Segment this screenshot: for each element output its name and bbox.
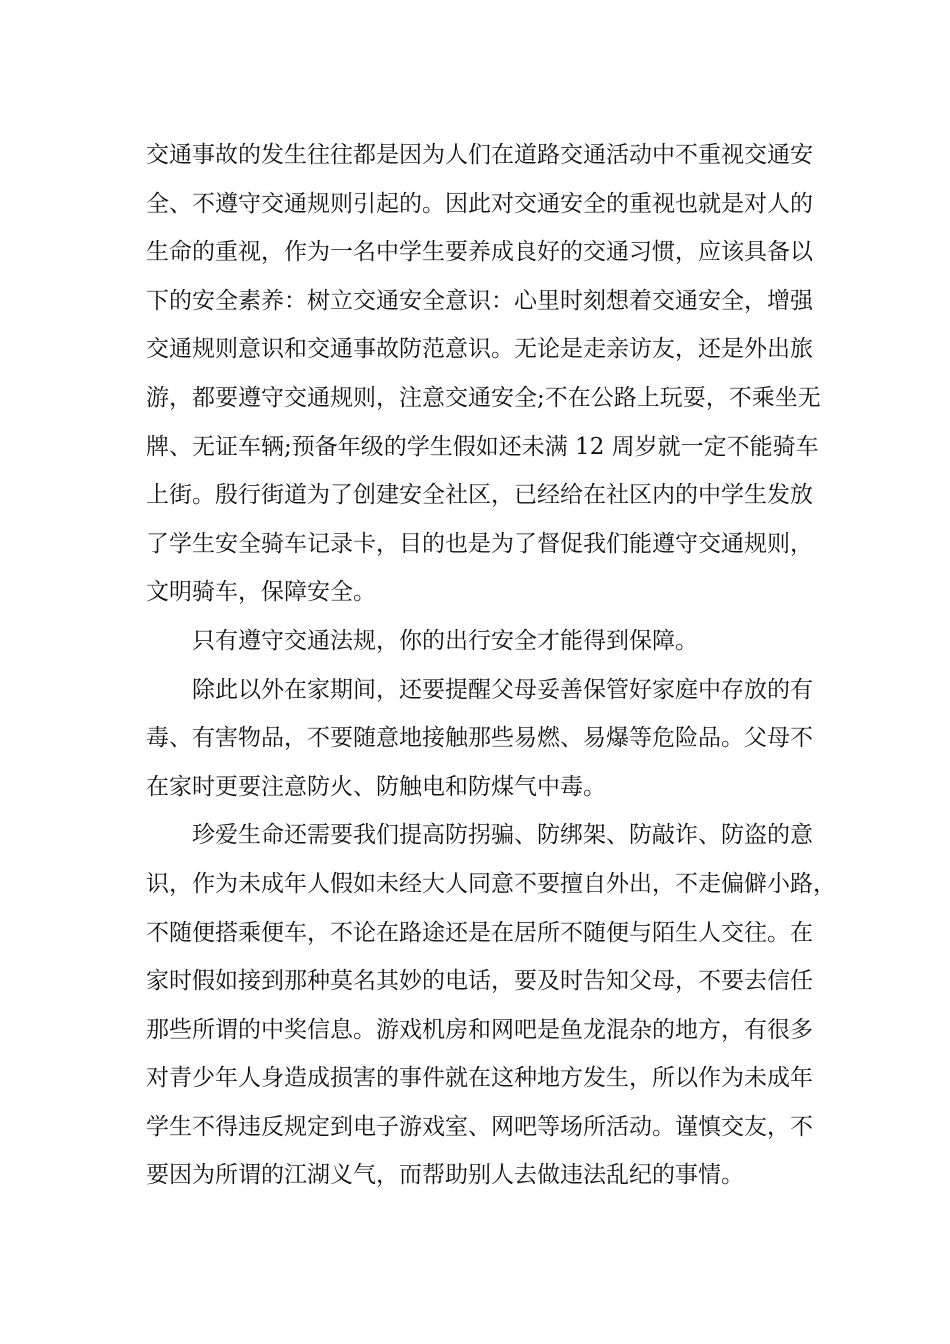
text-line: 游，都要遵守交通规则，注意交通安全;不在公路上玩耍，不乘坐无 xyxy=(146,384,821,411)
text-line: 了学生安全骑车记录卡，目的也是为了督促我们能遵守交通规则， xyxy=(146,530,813,557)
text-line: 牌、无证车辆;预备年级的学生假如还未满 12 周岁就一定不能骑车 xyxy=(146,433,819,460)
text-line: 那些所谓的中奖信息。游戏机房和网吧是鱼龙混杂的地方，有很多 xyxy=(146,1016,813,1043)
text-line: 珍爱生命还需要我们提高防拐骗、防绑架、防敲诈、防盗的意 xyxy=(192,822,813,849)
text-line: 交通事故的发生往往都是因为人们在道路交通活动中不重视交通安 xyxy=(146,142,813,168)
document-body xyxy=(146,131,836,1200)
text-line: 只有遵守交通法规，你的出行安全才能得到保障。 xyxy=(192,627,698,654)
text-line: 对青少年人身造成损害的事件就在这种地方发生，所以作为未成年 xyxy=(146,1065,813,1092)
text-line: 生命的重视，作为一名中学生要养成良好的交通习惯，应该具备以 xyxy=(146,239,813,266)
text-line: 要因为所谓的江湖义气，而帮助别人去做违法乱纪的事情。 xyxy=(146,1162,744,1189)
text-line: 学生不得违反规定到电子游戏室、网吧等场所活动。谨慎交友，不 xyxy=(146,1113,813,1140)
text-line: 不随便搭乘便车，不论在路途还是在居所不随便与陌生人交往。在 xyxy=(146,919,813,946)
text-line: 除此以外在家期间，还要提醒父母妥善保管好家庭中存放的有 xyxy=(192,676,813,703)
text-line: 上街。殷行街道为了创建安全社区，已经给在社区内的中学生发放 xyxy=(146,482,813,509)
text-line: 家时假如接到那种莫名其妙的电话，要及时告知父母，不要去信任 xyxy=(146,968,813,995)
text-line: 文明骑车，保障安全。 xyxy=(146,579,376,606)
text-line: 交通规则意识和交通事故防范意识。无论是走亲访友，还是外出旅 xyxy=(146,336,813,363)
text-line: 在家时更要注意防火、防触电和防煤气中毒。 xyxy=(146,773,606,800)
text-line: 下的安全素养：树立交通安全意识：心里时刻想着交通安全，增强 xyxy=(146,287,813,314)
text-line: 毒、有害物品，不要随意地接触那些易燃、易爆等危险品。父母不 xyxy=(146,725,813,752)
text-line: 全、不遵守交通规则引起的。因此对交通安全的重视也就是对人的 xyxy=(146,190,813,217)
text-line: 识，作为未成年人假如未经大人同意不要擅自外出，不走偏僻小路， xyxy=(146,870,836,897)
